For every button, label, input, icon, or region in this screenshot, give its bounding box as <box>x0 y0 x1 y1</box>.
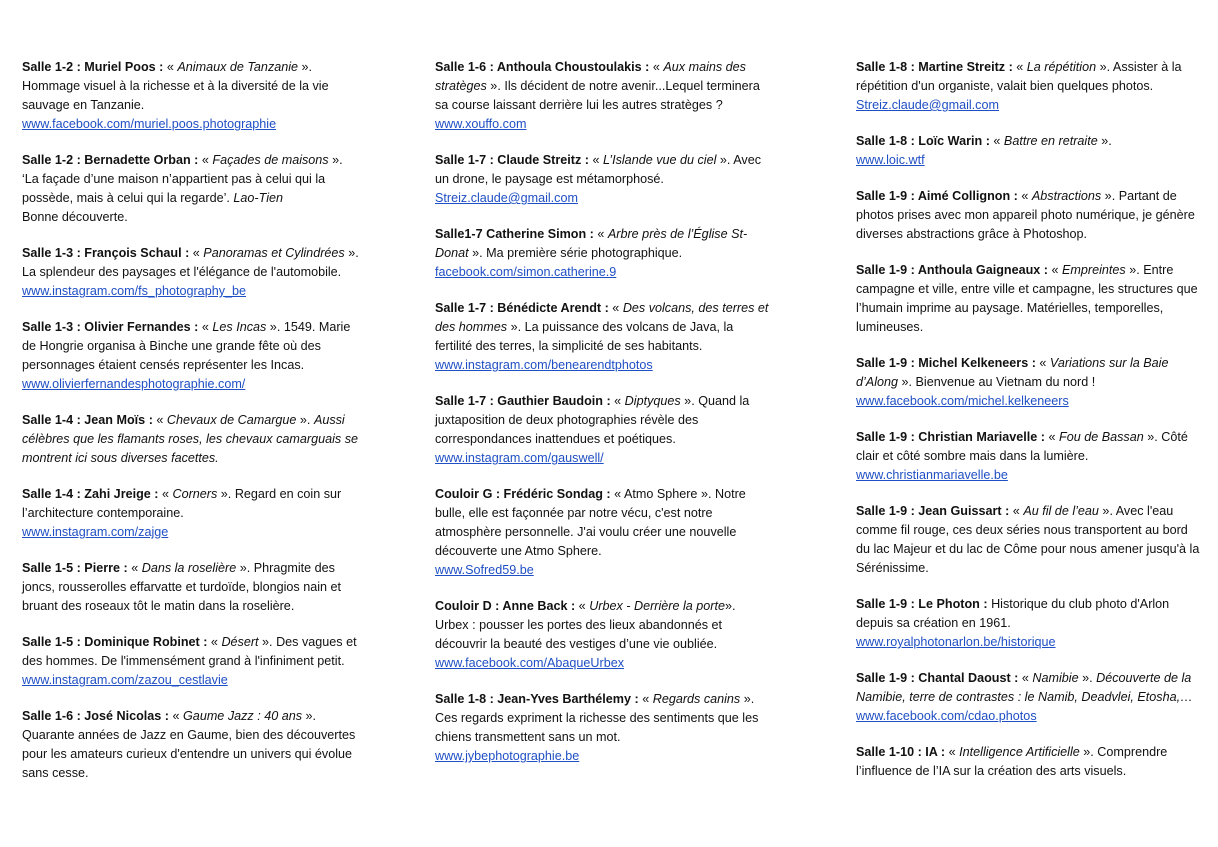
exhibit-text <box>22 58 362 115</box>
exhibit-text <box>856 187 1201 244</box>
exhibit-title: Regards canins <box>652 692 741 706</box>
quote-open: « <box>158 487 173 501</box>
quote-close: ». <box>680 394 699 408</box>
exhibit-title: Abstractions <box>1031 189 1102 203</box>
exhibit-link[interactable]: www.instagram.com/zazou_cestlavie <box>22 673 228 687</box>
exhibit-text <box>435 597 770 654</box>
exhibit-text <box>22 411 362 468</box>
exhibit-heading: Salle 1-7 : Claude Streitz : <box>435 153 589 167</box>
exhibit-text <box>22 151 362 208</box>
exhibit-note: Bonne découverte. <box>22 210 128 224</box>
exhibit-title: Empreintes <box>1062 263 1126 277</box>
quote-close: ». <box>1097 134 1112 148</box>
quote-close: ». <box>740 692 755 706</box>
quote-close: ». <box>898 375 916 389</box>
exhibit-text <box>435 151 770 189</box>
quote-close: ». <box>486 79 505 93</box>
exhibit-text <box>435 299 770 356</box>
exhibit-title: Les Incas <box>212 320 267 334</box>
quote-open: « <box>127 561 142 575</box>
exhibit-heading: Salle 1-6 : Anthoula Choustoulakis : <box>435 60 650 74</box>
exhibit-entry <box>856 595 1201 652</box>
exhibit-heading: Salle 1-2 : Muriel Poos : <box>22 60 164 74</box>
quote-close: ». <box>266 320 284 334</box>
exhibit-entry <box>22 58 362 134</box>
exhibit-entry <box>435 392 770 468</box>
exhibit-description: Hommage visuel à la richesse et à la diversité de la vie sauvage en Tanzanie. <box>22 79 329 112</box>
exhibit-entry <box>435 151 770 208</box>
exhibit-link[interactable]: www.facebook.com/muriel.poos.photographie <box>22 117 277 131</box>
exhibit-heading: Couloir G : Frédéric Sondag : <box>435 487 611 501</box>
quote-close: ». <box>1143 430 1162 444</box>
quote-open: « <box>575 599 590 613</box>
exhibit-heading: Salle 1-9 : Michel Kelkeneers : <box>856 356 1036 370</box>
exhibit-title: Diptyques <box>624 394 681 408</box>
exhibit-title: L’Islande vue du ciel <box>602 153 717 167</box>
exhibit-link[interactable]: www.Sofred59.be <box>435 563 534 577</box>
exhibit-heading: Salle 1-9 : Anthoula Gaigneaux : <box>856 263 1048 277</box>
exhibit-entry <box>22 485 362 542</box>
quote-open: « <box>610 487 624 501</box>
exhibit-entry <box>22 318 362 394</box>
exhibit-description-italic: Découverte de la Namibie, terre de contrastes : le Namib, Deadvlei, Etosha,… <box>856 671 1193 704</box>
exhibit-entry <box>22 559 362 616</box>
quote-open: « <box>593 227 608 241</box>
exhibit-title: Chevaux de Camargue <box>166 413 297 427</box>
column-3 <box>856 58 1201 798</box>
exhibit-text <box>856 354 1201 392</box>
exhibit-description: Regard en coin sur l’architecture contemporaine. <box>22 487 342 520</box>
exhibit-description: Partant de photos prises avec mon appareil photo numérique, je génère diverses abstractions grâce à Photoshop. <box>856 189 1195 241</box>
exhibit-title: Animaux de Tanzanie <box>177 60 299 74</box>
exhibit-title: Panoramas et Cylindrées <box>203 246 345 260</box>
exhibit-heading: Salle 1-7 : Gauthier Baudoin : <box>435 394 611 408</box>
exhibit-description: Ces regards expriment la richesse des sentiments que les chiens transmettent sans un mot. <box>435 711 759 744</box>
quote-close: ». <box>716 153 734 167</box>
quote-close: ». <box>507 320 525 334</box>
exhibit-heading: Salle 1-5 : Pierre : <box>22 561 128 575</box>
quote-open: « <box>1012 60 1027 74</box>
exhibit-text <box>435 690 770 747</box>
quote-open: « <box>189 246 204 260</box>
quote-close: ». <box>468 246 487 260</box>
exhibit-entry <box>856 743 1201 781</box>
quote-close: ». <box>344 246 359 260</box>
exhibit-description: 1549. Marie de Hongrie organisa à Binche une grande fête où des personnages étaient censés représenter les Incas. <box>22 320 351 372</box>
exhibit-heading: Salle1-7 Catherine Simon : <box>435 227 594 241</box>
exhibit-title: Des volcans, des terres et des hommes <box>435 301 769 334</box>
quote-open: « <box>207 635 222 649</box>
exhibit-description: ‘La façade d’une maison n’appartient pas à celui qui la possède, mais à celui qui la regarde’. <box>22 172 326 205</box>
exhibit-entry <box>856 669 1201 726</box>
exhibit-title: Atmo Sphere <box>623 487 698 501</box>
exhibit-link[interactable]: www.loic.wtf <box>856 153 925 167</box>
exhibit-link[interactable]: Streiz.claude@gmail.com <box>856 98 999 112</box>
column-2 <box>435 58 770 783</box>
quote-open: « <box>198 153 213 167</box>
exhibit-entry <box>22 411 362 468</box>
exhibit-description: Historique du club photo d'Arlon depuis sa création en 1961. <box>856 597 1170 630</box>
exhibit-text <box>856 669 1201 707</box>
quote-open: « <box>163 60 178 74</box>
exhibit-link[interactable]: www.facebook.com/cdao.photos <box>856 709 1037 723</box>
exhibit-text <box>435 485 770 561</box>
quote-open: « <box>588 153 603 167</box>
quote-open: « <box>608 301 623 315</box>
exhibit-heading: Salle 1-9 : Aimé Collignon : <box>856 189 1018 203</box>
exhibit-entry <box>22 151 362 227</box>
exhibit-description: La splendeur des paysages et l'élégance de l'automobile. <box>22 265 342 279</box>
exhibit-heading: Couloir D : Anne Back : <box>435 599 576 613</box>
exhibit-link[interactable]: Streiz.claude@gmail.com <box>435 191 578 205</box>
exhibit-heading: Salle 1-6 : José Nicolas : <box>22 709 169 723</box>
quote-close: ». <box>1098 504 1116 518</box>
exhibit-title: Au fil de l’eau <box>1023 504 1099 518</box>
exhibit-text <box>856 58 1201 96</box>
exhibit-title: Gaume Jazz : 40 ans <box>183 709 303 723</box>
quote-close: ». <box>1101 189 1119 203</box>
exhibit-text <box>856 743 1201 781</box>
exhibit-entry <box>22 244 362 301</box>
exhibit-text <box>435 392 770 449</box>
exhibit-title: Arbre près de l’Église St-Donat <box>435 227 748 260</box>
exhibit-title: Fou de Bassan <box>1059 430 1144 444</box>
exhibit-entry <box>435 690 770 766</box>
quote-close: ». <box>1096 60 1113 74</box>
quote-open: « <box>169 709 184 723</box>
exhibit-description: Quand la juxtaposition de deux photographies révèle des correspondances inattendues et poétiques. <box>435 394 750 446</box>
exhibit-text <box>856 428 1201 466</box>
quote-close: ». <box>236 561 254 575</box>
exhibit-description-italic: Lao-Tien <box>233 191 284 205</box>
exhibit-text <box>856 595 1201 633</box>
exhibit-title: Urbex - Derrière la porte <box>589 599 725 613</box>
quote-open: « <box>1017 189 1032 203</box>
exhibit-text <box>856 502 1201 578</box>
exhibit-text <box>856 132 1201 151</box>
exhibit-link[interactable]: www.instagram.com/gauswell/ <box>435 451 604 465</box>
exhibit-heading: Salle 1-9 : Chantal Daoust : <box>856 671 1019 685</box>
quote-open: « <box>649 60 664 74</box>
exhibit-heading: Salle 1-4 : Zahi Jreige : <box>22 487 159 501</box>
quote-close: ». <box>1078 671 1097 685</box>
exhibit-link[interactable]: www.christianmariavelle.be <box>856 468 1008 482</box>
exhibit-title: Variations sur la Baie d’Along <box>856 356 1169 389</box>
quote-open: « <box>1009 504 1024 518</box>
exhibit-heading: Salle 1-3 : François Schaul : <box>22 246 190 260</box>
exhibit-description: Quarante années de Jazz en Gaume, bien des découvertes pour les amateurs curieux d'entendre un univers qui évolue sans cesse. <box>22 728 356 780</box>
exhibit-link[interactable]: www.facebook.com/AbaqueUrbex <box>435 656 625 670</box>
quote-open: « <box>1044 430 1059 444</box>
exhibit-entry <box>856 261 1201 337</box>
exhibit-heading: Salle 1-2 : Bernadette Orban : <box>22 153 199 167</box>
quote-open: « <box>1035 356 1050 370</box>
quote-open: « <box>610 394 625 408</box>
exhibit-link[interactable]: www.facebook.com/michel.kelkeneers <box>856 394 1069 408</box>
exhibit-title: Dans la roselière <box>141 561 237 575</box>
exhibit-description: Bienvenue au Vietnam du nord ! <box>915 375 1096 389</box>
exhibit-entry <box>856 132 1201 170</box>
quote-open: « <box>638 692 653 706</box>
exhibit-entry <box>22 707 362 783</box>
exhibit-heading: Salle 1-5 : Dominique Robinet : <box>22 635 208 649</box>
exhibit-description: Ils décident de notre avenir...Lequel terminera sa course laissant derrière lui les autres stratèges ? <box>435 79 760 112</box>
exhibit-link[interactable]: facebook.com/simon.catherine.9 <box>435 265 617 279</box>
quote-close: ». <box>697 487 715 501</box>
exhibit-title: Façades de maisons <box>212 153 329 167</box>
exhibit-entry <box>856 428 1201 485</box>
exhibit-description: Côté clair et côté sombre mais dans la lumière. <box>856 430 1188 463</box>
exhibit-description: Des vagues et des hommes. De l'immensément grand à l'infiniment petit. <box>22 635 357 668</box>
exhibit-heading: Salle 1-8 : Jean-Yves Barthélemy : <box>435 692 639 706</box>
exhibit-description: Urbex : pousser les portes des lieux abandonnés et découvrir la beauté des vestiges d’une vie oubliée. <box>435 618 723 651</box>
exhibit-title: Corners <box>172 487 218 501</box>
exhibit-link[interactable]: www.instagram.com/zajge <box>22 525 169 539</box>
quote-close: ». <box>258 635 277 649</box>
quote-open: « <box>152 413 167 427</box>
quote-close: ». <box>1079 745 1098 759</box>
exhibit-heading: Salle 1-9 : Jean Guissart : <box>856 504 1010 518</box>
exhibit-description-italic: Aussi célèbres que les flamants roses, les chevaux camarguais se montrent ici sous diverses facettes. <box>22 413 358 465</box>
exhibit-entry <box>856 58 1201 115</box>
quote-open: « <box>1047 263 1062 277</box>
quote-close: ». <box>1125 263 1144 277</box>
exhibit-title: La répétition <box>1026 60 1097 74</box>
quote-close: ». <box>724 599 736 613</box>
exhibit-heading: Salle 1-10 : IA : <box>856 745 946 759</box>
exhibit-description: Ma première série photographique. <box>486 246 683 260</box>
exhibit-entry <box>435 597 770 673</box>
exhibit-entry <box>435 58 770 134</box>
quote-open: « <box>989 134 1004 148</box>
exhibit-title: Battre en retraite <box>1003 134 1098 148</box>
quote-close: ». <box>217 487 235 501</box>
exhibit-text <box>22 485 362 523</box>
exhibit-link[interactable]: www.instagram.com/fs_photography_be <box>22 284 247 298</box>
column-1 <box>22 58 362 800</box>
exhibit-heading: Salle 1-8 : Loïc Warin : <box>856 134 990 148</box>
exhibit-text <box>22 707 362 783</box>
exhibit-entry <box>856 187 1201 244</box>
quote-close: ». <box>298 60 313 74</box>
exhibit-link[interactable]: www.royalphotonarlon.be/historique <box>856 635 1056 649</box>
exhibit-description: Avec un drone, le paysage est métamorphosé. <box>435 153 762 186</box>
exhibit-link[interactable]: www.instagram.com/benearendtphotos <box>435 358 653 372</box>
exhibit-link[interactable]: www.xouffo.com <box>435 117 527 131</box>
exhibit-text <box>435 225 770 263</box>
exhibit-entry <box>856 502 1201 578</box>
exhibit-description: Assister à la répétition d'un organiste, valait bien quelques photos. <box>856 60 1182 93</box>
exhibit-heading: Salle 1-8 : Martine Streitz : <box>856 60 1013 74</box>
quote-close: ». <box>328 153 343 167</box>
exhibit-title: Désert <box>221 635 259 649</box>
exhibit-entry <box>435 485 770 580</box>
exhibit-heading: Salle 1-7 : Bénédicte Arendt : <box>435 301 609 315</box>
exhibit-title: Intelligence Artificielle <box>959 745 1080 759</box>
quote-open: « <box>1018 671 1033 685</box>
exhibit-text <box>22 633 362 671</box>
exhibit-link[interactable]: www.jybephotographie.be <box>435 749 580 763</box>
exhibit-heading: Salle 1-4 : Jean Moïs : <box>22 413 153 427</box>
exhibit-heading: Salle 1-3 : Olivier Fernandes : <box>22 320 199 334</box>
exhibit-text <box>435 58 770 115</box>
quote-close: ». <box>302 709 317 723</box>
exhibit-entry <box>22 633 362 690</box>
exhibit-text <box>856 261 1201 337</box>
exhibit-text <box>22 318 362 375</box>
exhibit-entry <box>435 225 770 282</box>
exhibit-title: Aux mains des stratèges <box>435 60 746 93</box>
exhibit-description: Avec l'eau comme fil rouge, ces deux séries nous transportent au bord du lac Majeur et du lac de Côme pour nous amener jusqu'à la Sérénissime. <box>856 504 1200 575</box>
exhibit-title: Namibie <box>1032 671 1079 685</box>
quote-open: « <box>198 320 213 334</box>
exhibit-description: Entre campagne et ville, entre ville et campagne, les structures que l’humain imprime au paysage. Matérielles, temporelles, lumineuses. <box>856 263 1198 334</box>
exhibit-heading: Salle 1-9 : Christian Mariavelle : <box>856 430 1045 444</box>
exhibit-description: Notre bulle, elle est façonnée par notre vécu, c'est notre atmosphère personnelle. J'ai voulu créer une nouvelle découverte une Atmo Sphere. <box>435 487 746 558</box>
exhibit-text <box>22 244 362 282</box>
quote-close: ». <box>296 413 314 427</box>
exhibit-description: Comprendre l’influence de l’IA sur la création des arts visuels. <box>856 745 1168 778</box>
exhibit-link[interactable]: www.olivierfernandesphotographie.com/ <box>22 377 246 391</box>
exhibit-entry <box>856 354 1201 411</box>
quote-open: « <box>945 745 960 759</box>
exhibit-entry <box>435 299 770 375</box>
exhibit-heading: Salle 1-9 : Le Photon : <box>856 597 988 611</box>
exhibit-description: La puissance des volcans de Java, la fertilité des terres, la simplicité de ses habitants. <box>435 320 734 353</box>
exhibit-text <box>22 559 362 616</box>
exhibit-description: Phragmite des joncs, rousserolles effarvatte et turdoïde, blongios nain et bruant des roseaux tôt le matin dans la roselière. <box>22 561 342 613</box>
